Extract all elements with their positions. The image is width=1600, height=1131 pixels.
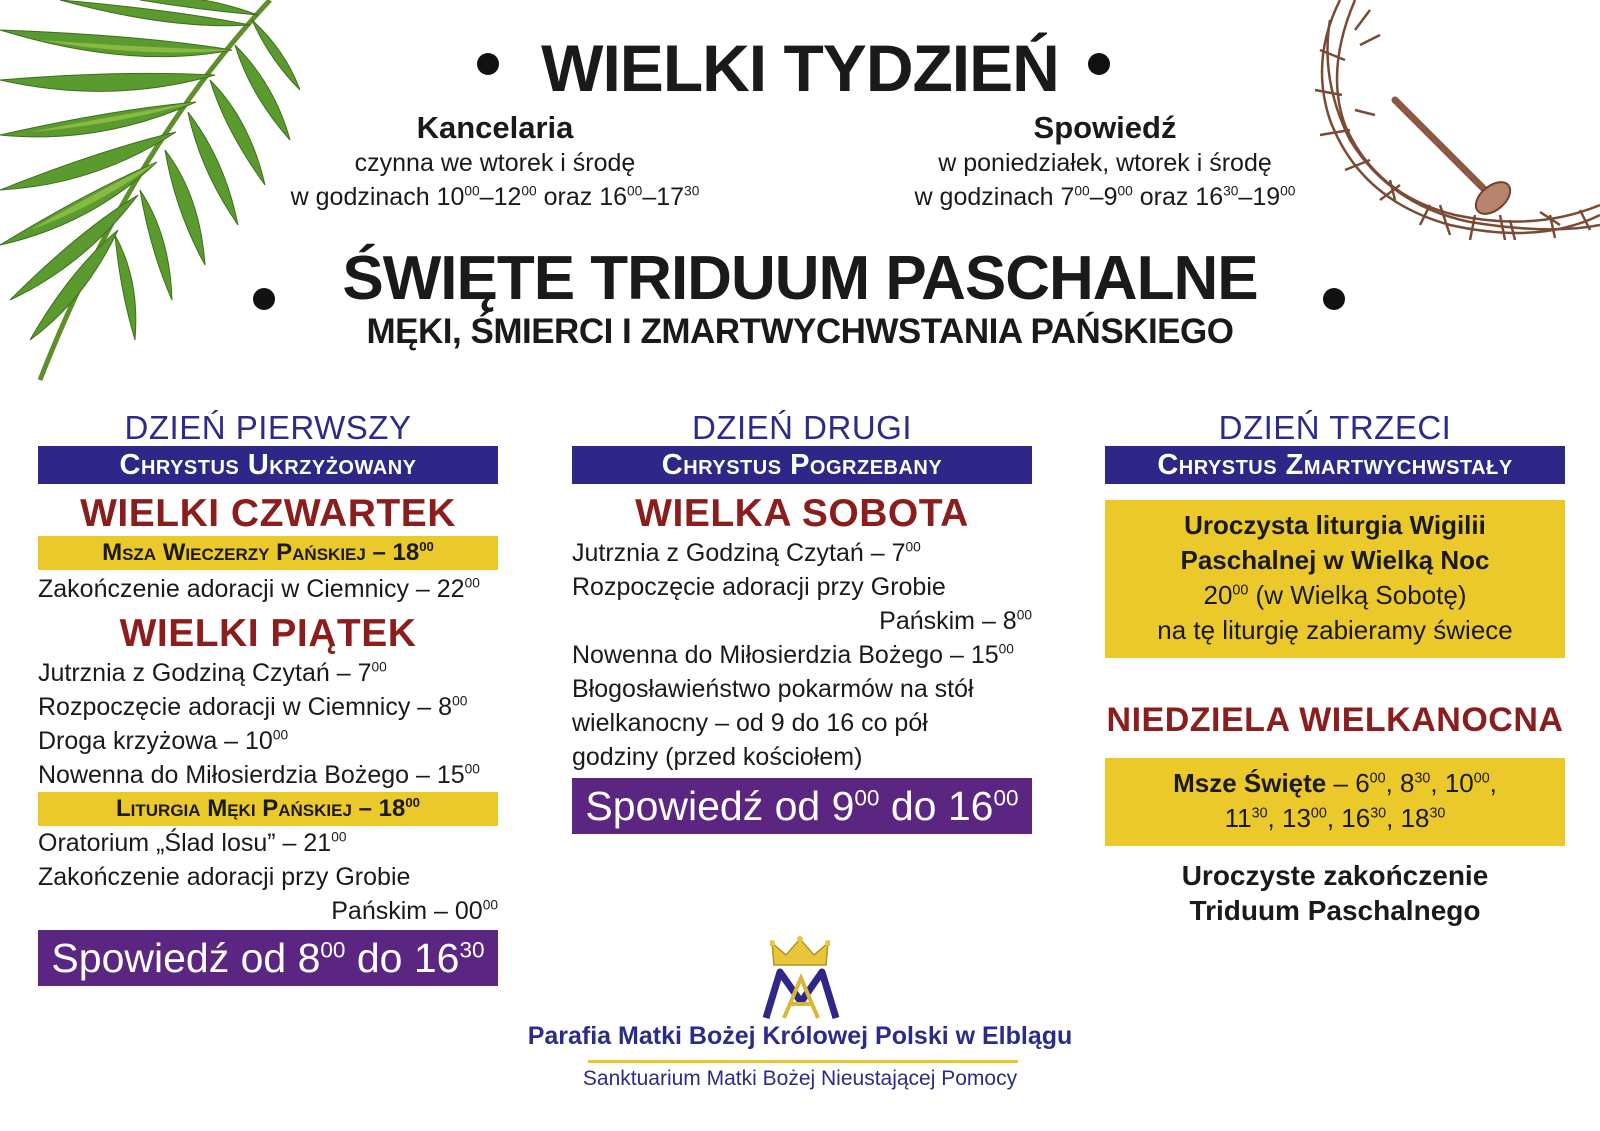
day3-bar: Chrystus Zmartwychwstały (1105, 446, 1565, 484)
day2-confession-bar: Spowiedź od $9^{00}$ do $16^{00}$ (572, 778, 1032, 834)
friday-line: Zakończenie adoracji przy Grobie (38, 863, 411, 891)
saturday-heading: WIELKA SOBOTA (635, 492, 969, 535)
vigil-box (1105, 500, 1565, 658)
nail-icon (1385, 95, 1525, 235)
parish-name: Parafia Matki Bożej Królowej Polski w Elblągu (527, 1022, 1073, 1050)
masses-line: $11^{30}$, $13^{00}$, $16^{30}$, $18^{30}$ (1224, 803, 1446, 833)
friday-line: Jutrznia z Godziną Czytań – $7^{00}$ (38, 659, 387, 687)
vigil-line: $20^{00}$ (w Wielką Sobotę) (1203, 580, 1467, 610)
saturday-line: Jutrznia z Godziną Czytań – $7^{00}$ (572, 539, 921, 567)
crown-icon (770, 935, 830, 969)
thursday-line: Zakończenie adoracji w Ciemnicy – $22^{00}$ (38, 575, 480, 603)
friday-line: Droga krzyżowa – $10^{00}$ (38, 727, 289, 755)
day2-bar: Chrystus Pogrzebany (572, 446, 1032, 484)
day1-label: DZIEŃ PIERWSZY (124, 409, 412, 446)
thursday-heading: WIELKI CZWARTEK (80, 492, 456, 535)
saturday-line: Błogosławieństwo pokarmów na stół (572, 675, 974, 703)
saturday-line: Rozpoczęcie adoracji przy Grobie (572, 573, 946, 601)
saturday-line: wielkanocny – od 9 do 16 co pół (572, 709, 928, 737)
vigil-line: Uroczysta liturgia Wigilii (1184, 510, 1486, 540)
spowiedz-info (855, 110, 1355, 214)
day2-label: DZIEŃ DRUGI (692, 409, 912, 446)
triduum-subtitle: MĘKI, ŚMIERCI I ZMARTWYCHWSTANIA PAŃSKIEGO (366, 312, 1234, 351)
sanctuary-name: Sanktuarium Matki Bożej Nieustającej Pomocy (582, 1067, 1018, 1090)
sunday-heading: NIEDZIELA WIELKANOCNA (1106, 701, 1564, 739)
page-title: WIELKI TYDZIEŃ (541, 31, 1059, 105)
closing-line: Uroczyste zakończenie (1181, 860, 1489, 891)
thursday-mass-bar: Msza Wieczerzy Pańskiej – $18^{00}$ (38, 536, 498, 570)
kancelaria-hours: w godzinach $10^{00}-12^{00}$ oraz $16^{00}-17^{30}$ (290, 183, 700, 211)
friday-line: Rozpoczęcie adoracji w Ciemnicy – $8^{00}$ (38, 693, 468, 721)
masses-line: Msze Święte – $6^{00}$, $8^{30}$, $10^{00}$, (1173, 768, 1497, 798)
closing-line: Triduum Paschalnego (1189, 895, 1481, 926)
sunday-masses-box (1105, 758, 1565, 846)
day1-column (38, 410, 498, 986)
friday-line: Oratorium „Ślad losu” – $21^{00}$ (38, 829, 347, 857)
saturday-line: godziny (przed kościołem) (572, 743, 863, 771)
closing-text (1105, 858, 1565, 928)
marian-monogram-icon (762, 968, 840, 1020)
saturday-line: Pańskim – $8^{00}$ (879, 607, 1032, 635)
kancelaria-info (245, 110, 745, 214)
friday-line: Nowenna do Miłosierdzia Bożego – $15^{00}$ (38, 761, 480, 789)
friday-liturgy-bar: Liturgia Męki Pańskiej – $18^{00}$ (38, 792, 498, 826)
kancelaria-title: Kancelaria (416, 110, 574, 145)
day3-column (1105, 410, 1565, 928)
saturday-line: Nowenna do Miłosierdzia Bożego – $15^{00}$ (572, 641, 1014, 669)
vigil-line: Paschalnej w Wielką Noc (1180, 545, 1490, 575)
footer-divider (588, 1060, 1018, 1063)
friday-heading: WIELKI PIĄTEK (119, 612, 417, 655)
day1-confession-bar: Spowiedź od $8^{00}$ do $16^{30}$ (38, 930, 498, 986)
day3-label: DZIEŃ TRZECI (1218, 409, 1452, 446)
spowiedz-hours: w godzinach $7^{00}-9^{00}$ oraz $16^{30}-19^{00}$ (914, 183, 1296, 211)
friday-line: Pańskim – $00^{00}$ (331, 897, 498, 925)
day1-bar: Chrystus Ukrzyżowany (38, 446, 498, 484)
spowiedz-title: Spowiedź (1033, 110, 1177, 145)
vigil-line: na tę liturgię zabieramy świece (1157, 615, 1513, 645)
day2-column (572, 410, 1032, 834)
triduum-title: ŚWIĘTE TRIDUUM PASCHALNE (342, 244, 1258, 313)
spowiedz-days: w poniedziałek, wtorek i środę (938, 149, 1272, 177)
kancelaria-days: czynna we wtorek i środę (354, 149, 636, 177)
